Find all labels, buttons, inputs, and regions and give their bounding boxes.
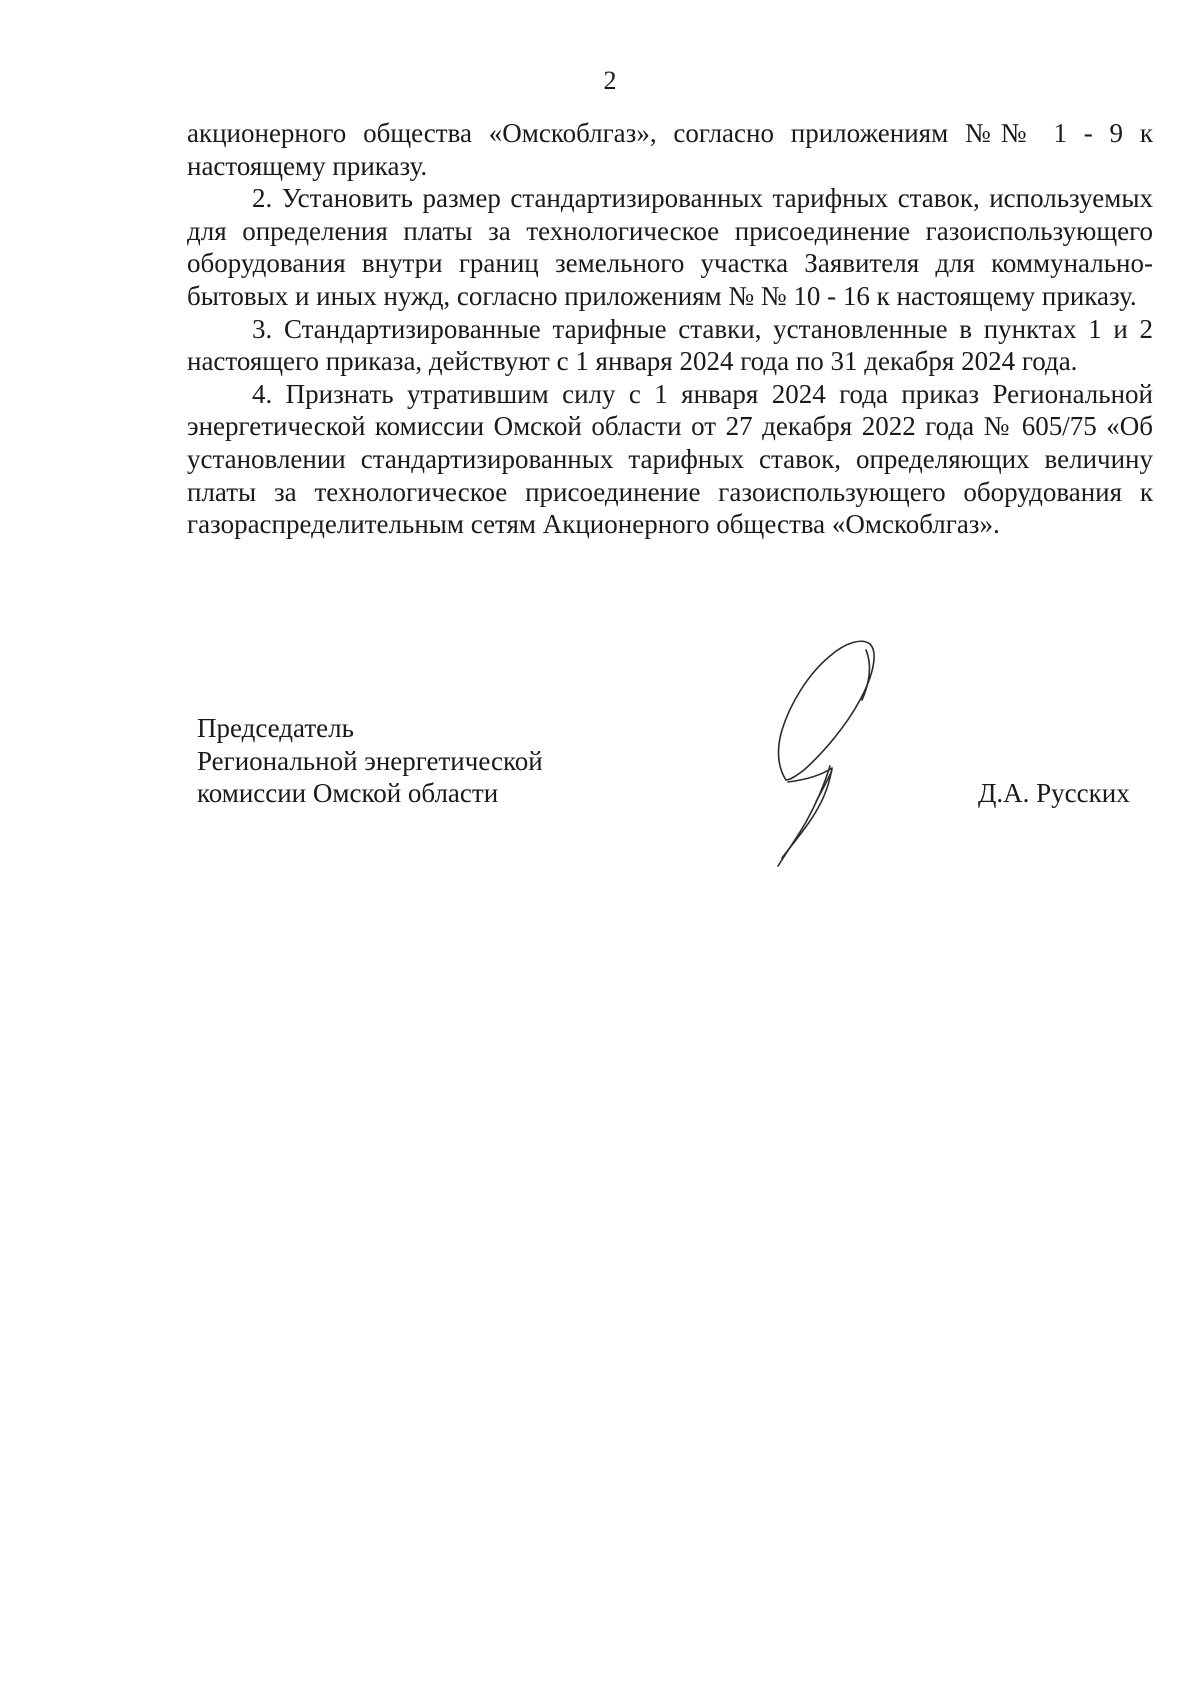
signatory-position — [197, 712, 543, 810]
paragraph-item-4: 4. Признать утратившим силу с 1 января 2024 года приказ Региональной энергетической комиссии Омской области от 27 декабря 2022 года № 605/75 «Об установлении стандартизированных тарифных ставок, определяющих величину платы за технологическое присоединение газоиспользующего оборудования к газораспределительным сетям Акционерного общества «Омскоблгаз». — [187, 378, 1153, 540]
document-body — [187, 117, 1153, 541]
paragraph-continuation: акционерного общества «Омскоблгаз», согласно приложениям №№ 1 - 9 к настоящему приказу. — [187, 118, 1153, 181]
paragraph-item-2: 2. Установить размер стандартизированных тарифных ставок, используемых для определения платы за технологическое присоединение газоиспользующего оборудования внутри границ земельного участка Заявителя для коммунально-бытовых и иных нужд, согласно приложениям № № 10 - 16 к настоящему приказу. — [187, 183, 1153, 311]
position-line: Региональной энергетической — [197, 745, 543, 776]
signer-name: Д.А. Русских — [978, 778, 1130, 808]
page-number: 2 — [603, 66, 617, 95]
paragraph-item-3: 3. Стандартизированные тарифные ставки, установленные в пунктах 1 и 2 настоящего приказа, действуют с 1 января 2024 года по 31 декабря 2024 года. — [187, 313, 1153, 377]
position-line: комиссии Омской области — [197, 778, 499, 808]
handwritten-signature-icon — [720, 630, 910, 870]
position-line: Председатель — [197, 713, 354, 743]
